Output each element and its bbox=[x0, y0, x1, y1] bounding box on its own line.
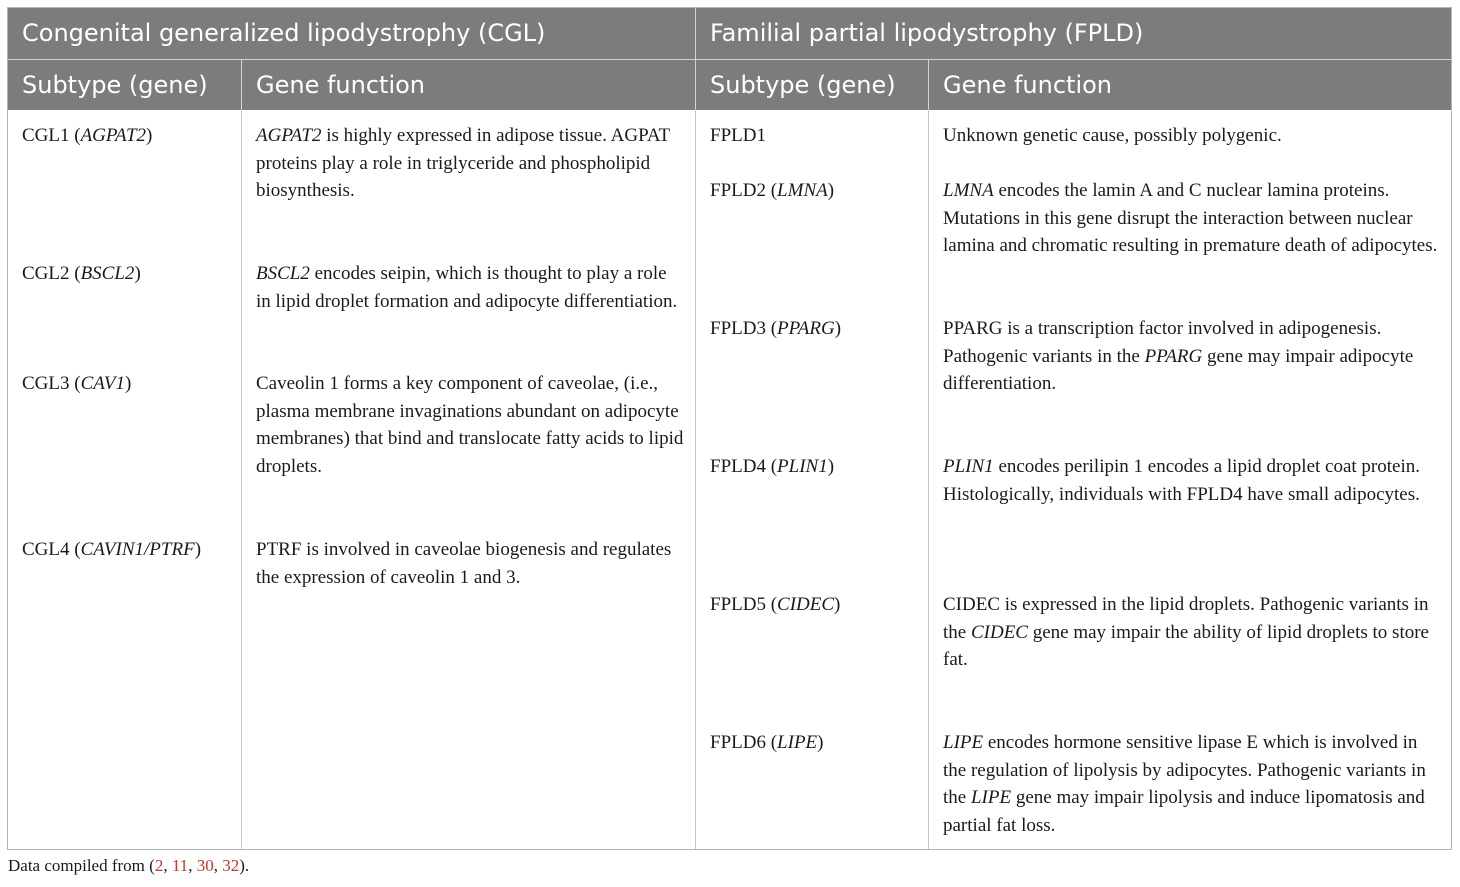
cgl-group-header: Congenital generalized lipodystrophy (CGL) bbox=[22, 19, 546, 47]
col-divider bbox=[928, 110, 929, 850]
cgl-function-cell: PTRF is involved in caveolae biogenesis and regulates the expression of caveolin 1 and 3. bbox=[256, 539, 672, 588]
fpld-function-cell: CIDEC is expressed in the lipid droplets. Pathogenic variants in the CIDEC gene may impair the ability of lipid droplets to store fat. bbox=[943, 594, 1429, 670]
cgl-subtype-cell: CGL4 (CAVIN1/PTRF) bbox=[22, 539, 202, 560]
reference-link[interactable]: 2 bbox=[154, 856, 164, 875]
fpld-function-cell: Unknown genetic cause, possibly polygenic. bbox=[943, 125, 1282, 146]
group-divider bbox=[695, 8, 696, 60]
fpld-function-header: Gene function bbox=[943, 71, 1113, 99]
fpld-subtype-cell: FPLD1 bbox=[710, 125, 766, 146]
col-divider bbox=[695, 110, 696, 850]
cgl-subtype-cell: CGL3 (CAV1) bbox=[22, 373, 132, 394]
reference-link[interactable]: 11 bbox=[171, 856, 189, 875]
reference-link[interactable]: 32 bbox=[222, 856, 240, 875]
cgl-function-cell: Caveolin 1 forms a key component of caveolae, (i.e., plasma membrane invaginations abundant on adipocyte membranes) that bind and translocate fatty acids to lipid droplets. bbox=[256, 373, 684, 477]
reference-link[interactable]: 30 bbox=[196, 856, 214, 875]
fpld-function-cell: LMNA encodes the lamin A and C nuclear lamina proteins. Mutations in this gene disrupt the interaction between nuclear lamina and chromatic resulting in premature death of adipocytes. bbox=[943, 180, 1438, 256]
fpld-function-cell: PLIN1 encodes perilipin 1 encodes a lipid droplet coat protein. Histologically, individuals with FPLD4 have small adipocytes. bbox=[943, 456, 1420, 505]
fpld-subtype-cell: FPLD5 (CIDEC) bbox=[710, 594, 841, 615]
fpld-group-header: Familial partial lipodystrophy (FPLD) bbox=[710, 19, 1144, 47]
fpld-subtype-header: Subtype (gene) bbox=[710, 71, 896, 99]
cgl-function-cell: AGPAT2 is highly expressed in adipose tissue. AGPAT proteins play a role in triglyceride and phospholipid biosynthesis. bbox=[256, 125, 670, 201]
cgl-subtype-header: Subtype (gene) bbox=[22, 71, 208, 99]
col-divider bbox=[241, 60, 242, 110]
fpld-subtype-cell: FPLD3 (PPARG) bbox=[710, 318, 842, 339]
lipodystrophy-table bbox=[7, 7, 1452, 850]
fpld-subtype-cell: FPLD2 (LMNA) bbox=[710, 180, 835, 201]
cgl-subtype-cell: CGL2 (BSCL2) bbox=[22, 263, 141, 284]
cgl-subtype-cell: CGL1 (AGPAT2) bbox=[22, 125, 153, 146]
col-divider bbox=[241, 110, 242, 850]
col-divider bbox=[928, 60, 929, 110]
fpld-function-cell: LIPE encodes hormone sensitive lipase E which is involved in the regulation of lipolysis by adipocytes. Pathogenic variants in the LIPE gene may impair lipolysis and induce lipomatosis and partial fat loss. bbox=[943, 732, 1426, 836]
fpld-function-cell: PPARG is a transcription factor involved in adipogenesis. Pathogenic variants in the PPARG gene may impair adipocyte differentiation. bbox=[943, 318, 1414, 394]
fpld-subtype-cell: FPLD4 (PLIN1) bbox=[710, 456, 835, 477]
cgl-function-cell: BSCL2 encodes seipin, which is thought to play a role in lipid droplet formation and adipocyte differentiation. bbox=[256, 263, 678, 312]
cgl-function-header: Gene function bbox=[256, 71, 426, 99]
col-divider bbox=[695, 60, 696, 110]
fpld-subtype-cell: FPLD6 (LIPE) bbox=[710, 732, 824, 753]
table-footnote: Data compiled from (2, 11, 30, 32). bbox=[8, 856, 250, 875]
